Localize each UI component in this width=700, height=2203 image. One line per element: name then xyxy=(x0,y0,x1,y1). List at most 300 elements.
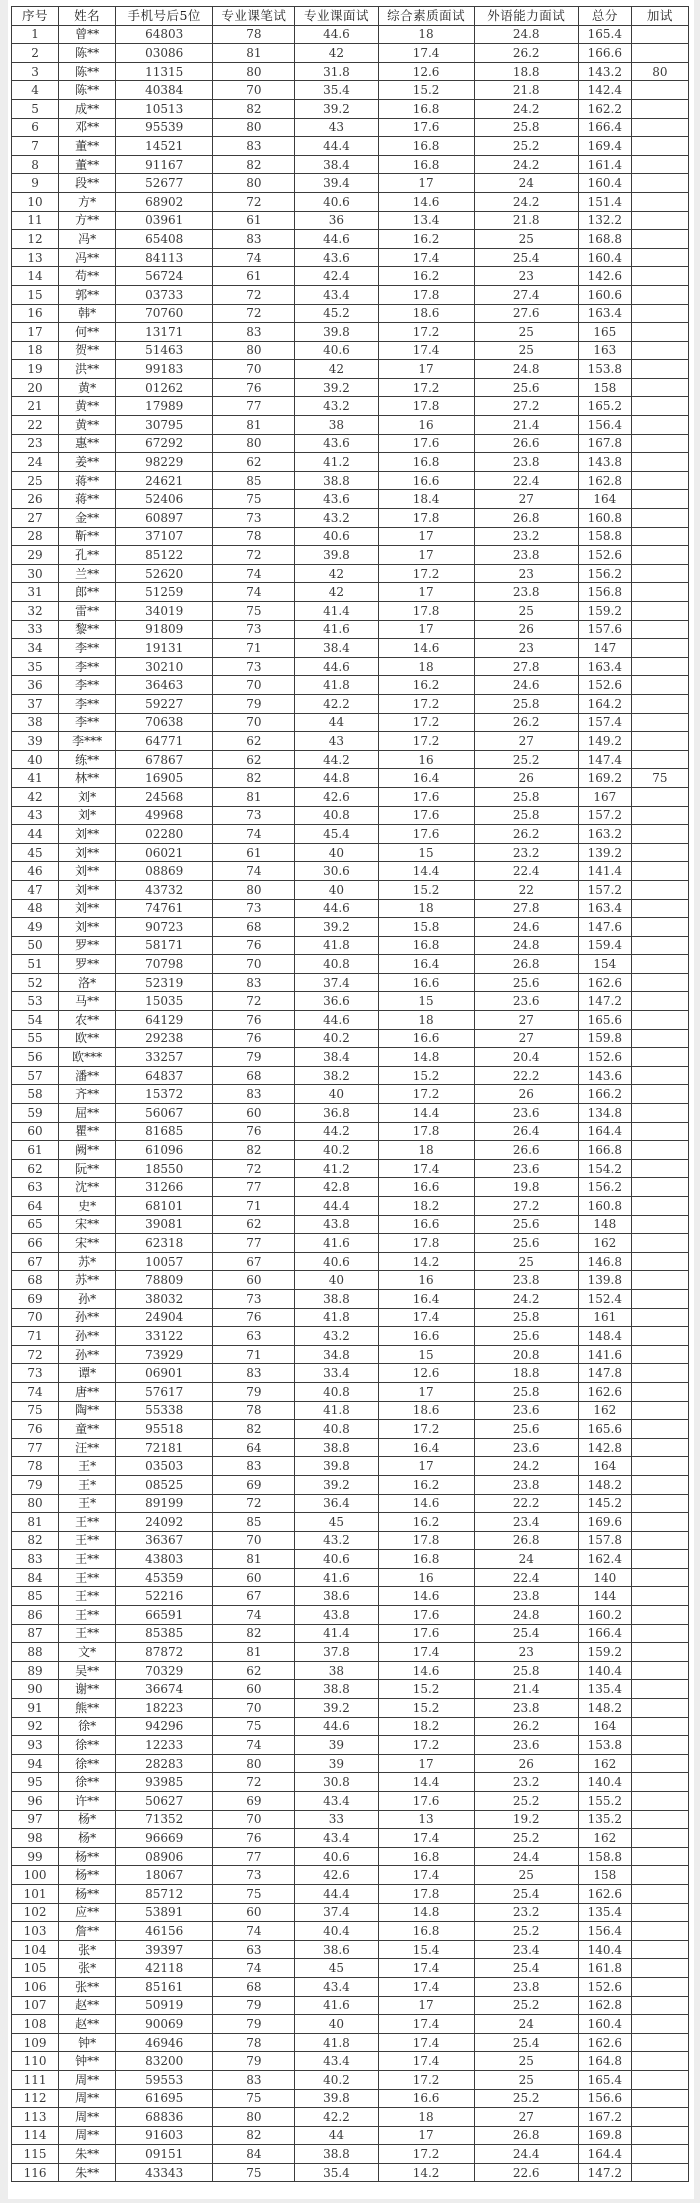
table-row xyxy=(12,248,689,267)
cell-total-score: 166.4 xyxy=(578,1624,631,1643)
cell-name: 钟* xyxy=(59,2033,116,2052)
cell-major-interview: 38.4 xyxy=(295,639,378,658)
cell-major-interview: 43.2 xyxy=(295,1327,378,1346)
cell-extra-test xyxy=(631,1996,688,2015)
cell-phone-last5: 72181 xyxy=(116,1438,213,1457)
cell-quality-interview: 17 xyxy=(378,1754,474,1773)
cell-extra-test xyxy=(631,248,688,267)
cell-foreign-lang-interview: 26.4 xyxy=(474,1122,578,1141)
cell-written-test: 78 xyxy=(213,2033,295,2052)
cell-extra-test xyxy=(631,825,688,844)
cell-index: 38 xyxy=(12,713,59,732)
cell-extra-test xyxy=(631,230,688,249)
column-header-index: 序号 xyxy=(12,7,59,26)
cell-major-interview: 40 xyxy=(295,1085,378,1104)
cell-extra-test xyxy=(631,1085,688,1104)
cell-written-test: 80 xyxy=(213,2108,295,2127)
cell-major-interview: 42 xyxy=(295,44,378,63)
cell-written-test: 75 xyxy=(213,1717,295,1736)
cell-quality-interview: 17.6 xyxy=(378,806,474,825)
cell-foreign-lang-interview: 25 xyxy=(474,1252,578,1271)
cell-quality-interview: 17.4 xyxy=(378,2052,474,2071)
cell-major-interview: 43.4 xyxy=(295,1829,378,1848)
cell-extra-test xyxy=(631,1754,688,1773)
cell-quality-interview: 13.4 xyxy=(378,211,474,230)
cell-major-interview: 43.4 xyxy=(295,285,378,304)
cell-major-interview: 35.4 xyxy=(295,2163,378,2182)
cell-major-interview: 44.6 xyxy=(295,657,378,676)
cell-phone-last5: 84113 xyxy=(116,248,213,267)
cell-quality-interview: 17.4 xyxy=(378,44,474,63)
cell-foreign-lang-interview: 23.8 xyxy=(474,453,578,472)
cell-name: 苟** xyxy=(59,267,116,286)
cell-major-interview: 38.8 xyxy=(295,471,378,490)
table-body xyxy=(12,25,689,2182)
cell-name: 潘** xyxy=(59,1066,116,1085)
table-row xyxy=(12,676,689,695)
cell-phone-last5: 52620 xyxy=(116,564,213,583)
cell-written-test: 68 xyxy=(213,1977,295,1996)
cell-phone-last5: 24621 xyxy=(116,471,213,490)
cell-major-interview: 39 xyxy=(295,1736,378,1755)
cell-foreign-lang-interview: 25.2 xyxy=(474,1792,578,1811)
cell-index: 106 xyxy=(12,1977,59,1996)
cell-phone-last5: 08525 xyxy=(116,1475,213,1494)
cell-phone-last5: 59553 xyxy=(116,2070,213,2089)
cell-name: 周** xyxy=(59,2126,116,2145)
cell-name: 孙** xyxy=(59,1345,116,1364)
cell-major-interview: 38.4 xyxy=(295,155,378,174)
cell-phone-last5: 65408 xyxy=(116,230,213,249)
cell-name: 郭** xyxy=(59,285,116,304)
cell-total-score: 164.8 xyxy=(578,2052,631,2071)
cell-extra-test xyxy=(631,1531,688,1550)
cell-foreign-lang-interview: 27.2 xyxy=(474,1197,578,1216)
cell-quality-interview: 16.6 xyxy=(378,973,474,992)
table-row xyxy=(12,1457,689,1476)
table-row xyxy=(12,936,689,955)
cell-quality-interview: 18.2 xyxy=(378,1197,474,1216)
cell-total-score: 147.2 xyxy=(578,2163,631,2182)
cell-major-interview: 44.6 xyxy=(295,230,378,249)
cell-total-score: 166.2 xyxy=(578,1085,631,1104)
cell-quality-interview: 17 xyxy=(378,1457,474,1476)
cell-name: 欧** xyxy=(59,1029,116,1048)
cell-foreign-lang-interview: 24.2 xyxy=(474,1457,578,1476)
cell-extra-test xyxy=(631,1122,688,1141)
cell-written-test: 62 xyxy=(213,453,295,472)
cell-index: 36 xyxy=(12,676,59,695)
table-row xyxy=(12,694,689,713)
cell-written-test: 80 xyxy=(213,62,295,81)
cell-major-interview: 41.6 xyxy=(295,1996,378,2015)
cell-extra-test: 80 xyxy=(631,62,688,81)
cell-written-test: 78 xyxy=(213,1401,295,1420)
cell-quality-interview: 16.8 xyxy=(378,155,474,174)
cell-foreign-lang-interview: 24.4 xyxy=(474,2145,578,2164)
cell-phone-last5: 49968 xyxy=(116,806,213,825)
cell-index: 93 xyxy=(12,1736,59,1755)
cell-extra-test xyxy=(631,1773,688,1792)
table-row xyxy=(12,1680,689,1699)
cell-extra-test: 75 xyxy=(631,769,688,788)
table-row xyxy=(12,899,689,918)
cell-written-test: 73 xyxy=(213,806,295,825)
table-row xyxy=(12,1866,689,1885)
cell-foreign-lang-interview: 21.8 xyxy=(474,81,578,100)
cell-written-test: 75 xyxy=(213,2089,295,2108)
cell-index: 65 xyxy=(12,1215,59,1234)
cell-quality-interview: 16 xyxy=(378,750,474,769)
cell-major-interview: 42.2 xyxy=(295,694,378,713)
cell-name: 宋** xyxy=(59,1215,116,1234)
cell-name: 沈** xyxy=(59,1178,116,1197)
cell-extra-test xyxy=(631,1382,688,1401)
cell-written-test: 75 xyxy=(213,1884,295,1903)
cell-total-score: 139.2 xyxy=(578,843,631,862)
cell-foreign-lang-interview: 23.2 xyxy=(474,527,578,546)
cell-written-test: 60 xyxy=(213,1271,295,1290)
cell-written-test: 76 xyxy=(213,378,295,397)
cell-major-interview: 36.8 xyxy=(295,1104,378,1123)
table-row xyxy=(12,1494,689,1513)
cell-written-test: 72 xyxy=(213,1159,295,1178)
cell-index: 5 xyxy=(12,99,59,118)
cell-extra-test xyxy=(631,2108,688,2127)
cell-major-interview: 41.4 xyxy=(295,1624,378,1643)
cell-extra-test xyxy=(631,1680,688,1699)
cell-foreign-lang-interview: 23.8 xyxy=(474,1699,578,1718)
cell-total-score: 159.2 xyxy=(578,1643,631,1662)
cell-index: 79 xyxy=(12,1475,59,1494)
cell-extra-test xyxy=(631,1252,688,1271)
cell-total-score: 132.2 xyxy=(578,211,631,230)
cell-index: 16 xyxy=(12,304,59,323)
cell-written-test: 61 xyxy=(213,211,295,230)
cell-phone-last5: 70760 xyxy=(116,304,213,323)
cell-major-interview: 39.2 xyxy=(295,918,378,937)
cell-quality-interview: 16 xyxy=(378,1271,474,1290)
cell-index: 72 xyxy=(12,1345,59,1364)
cell-foreign-lang-interview: 24.2 xyxy=(474,1289,578,1308)
cell-major-interview: 43.6 xyxy=(295,490,378,509)
cell-extra-test xyxy=(631,1271,688,1290)
cell-extra-test xyxy=(631,99,688,118)
cell-extra-test xyxy=(631,1940,688,1959)
cell-quality-interview: 13 xyxy=(378,1810,474,1829)
cell-extra-test xyxy=(631,1736,688,1755)
cell-name: 应** xyxy=(59,1903,116,1922)
cell-extra-test xyxy=(631,2015,688,2034)
cell-name: 林** xyxy=(59,769,116,788)
cell-phone-last5: 85712 xyxy=(116,1884,213,1903)
cell-foreign-lang-interview: 19.2 xyxy=(474,1810,578,1829)
cell-phone-last5: 70638 xyxy=(116,713,213,732)
table-row xyxy=(12,1308,689,1327)
cell-extra-test xyxy=(631,1066,688,1085)
cell-major-interview: 37.4 xyxy=(295,973,378,992)
cell-foreign-lang-interview: 23.6 xyxy=(474,1104,578,1123)
cell-name: 王* xyxy=(59,1494,116,1513)
cell-written-test: 74 xyxy=(213,825,295,844)
cell-foreign-lang-interview: 22 xyxy=(474,880,578,899)
table-row xyxy=(12,992,689,1011)
cell-written-test: 73 xyxy=(213,657,295,676)
cell-total-score: 159.8 xyxy=(578,1029,631,1048)
table-row xyxy=(12,323,689,342)
cell-phone-last5: 06021 xyxy=(116,843,213,862)
cell-total-score: 143.6 xyxy=(578,1066,631,1085)
cell-written-test: 60 xyxy=(213,1680,295,1699)
cell-index: 114 xyxy=(12,2126,59,2145)
cell-index: 6 xyxy=(12,118,59,137)
cell-total-score: 135.2 xyxy=(578,1810,631,1829)
cell-major-interview: 41.6 xyxy=(295,1234,378,1253)
table-row xyxy=(12,192,689,211)
cell-name: 董** xyxy=(59,155,116,174)
cell-extra-test xyxy=(631,1475,688,1494)
cell-index: 49 xyxy=(12,918,59,937)
table-row xyxy=(12,620,689,639)
table-row xyxy=(12,1736,689,1755)
cell-index: 111 xyxy=(12,2070,59,2089)
cell-index: 48 xyxy=(12,899,59,918)
cell-phone-last5: 96669 xyxy=(116,1829,213,1848)
cell-written-test: 74 xyxy=(213,564,295,583)
cell-extra-test xyxy=(631,955,688,974)
cell-quality-interview: 17 xyxy=(378,1996,474,2015)
cell-index: 43 xyxy=(12,806,59,825)
cell-major-interview: 42.2 xyxy=(295,2108,378,2127)
cell-total-score: 154 xyxy=(578,955,631,974)
table-row xyxy=(12,62,689,81)
cell-extra-test xyxy=(631,1884,688,1903)
cell-name: 靳** xyxy=(59,527,116,546)
cell-major-interview: 40.6 xyxy=(295,192,378,211)
cell-foreign-lang-interview: 26.8 xyxy=(474,2126,578,2145)
cell-foreign-lang-interview: 25 xyxy=(474,602,578,621)
cell-quality-interview: 17.6 xyxy=(378,1606,474,1625)
cell-extra-test xyxy=(631,750,688,769)
cell-index: 83 xyxy=(12,1550,59,1569)
cell-foreign-lang-interview: 27.2 xyxy=(474,397,578,416)
cell-total-score: 148.2 xyxy=(578,1475,631,1494)
cell-foreign-lang-interview: 20.8 xyxy=(474,1345,578,1364)
cell-major-interview: 41.2 xyxy=(295,1159,378,1178)
cell-written-test: 69 xyxy=(213,1792,295,1811)
cell-written-test: 70 xyxy=(213,1810,295,1829)
cell-index: 98 xyxy=(12,1829,59,1848)
cell-quality-interview: 16.4 xyxy=(378,1289,474,1308)
cell-written-test: 81 xyxy=(213,1643,295,1662)
table-row xyxy=(12,1085,689,1104)
cell-extra-test xyxy=(631,44,688,63)
cell-quality-interview: 17.2 xyxy=(378,732,474,751)
cell-quality-interview: 17.4 xyxy=(378,1643,474,1662)
table-row xyxy=(12,1178,689,1197)
cell-foreign-lang-interview: 24 xyxy=(474,1550,578,1569)
cell-major-interview: 41.8 xyxy=(295,1401,378,1420)
cell-written-test: 73 xyxy=(213,509,295,528)
cell-total-score: 161.4 xyxy=(578,155,631,174)
cell-quality-interview: 17.6 xyxy=(378,118,474,137)
table-row xyxy=(12,1550,689,1569)
cell-total-score: 163.4 xyxy=(578,899,631,918)
cell-phone-last5: 64803 xyxy=(116,25,213,44)
cell-extra-test xyxy=(631,1289,688,1308)
cell-total-score: 140.4 xyxy=(578,1773,631,1792)
cell-quality-interview: 17.8 xyxy=(378,509,474,528)
cell-written-test: 83 xyxy=(213,137,295,156)
cell-total-score: 166.4 xyxy=(578,118,631,137)
cell-total-score: 166.8 xyxy=(578,1141,631,1160)
cell-phone-last5: 33257 xyxy=(116,1048,213,1067)
cell-written-test: 68 xyxy=(213,1066,295,1085)
cell-foreign-lang-interview: 25.2 xyxy=(474,1829,578,1848)
cell-extra-test xyxy=(631,397,688,416)
cell-index: 53 xyxy=(12,992,59,1011)
cell-extra-test xyxy=(631,2163,688,2182)
cell-foreign-lang-interview: 24 xyxy=(474,174,578,193)
cell-written-test: 76 xyxy=(213,1011,295,1030)
cell-name: 徐* xyxy=(59,1717,116,1736)
cell-foreign-lang-interview: 25.6 xyxy=(474,1234,578,1253)
cell-written-test: 70 xyxy=(213,360,295,379)
column-header-phone-last5: 手机号后5位 xyxy=(116,7,213,26)
table-row xyxy=(12,285,689,304)
cell-phone-last5: 68902 xyxy=(116,192,213,211)
cell-extra-test xyxy=(631,211,688,230)
cell-written-test: 72 xyxy=(213,1773,295,1792)
cell-foreign-lang-interview: 23.2 xyxy=(474,843,578,862)
cell-name: 孙** xyxy=(59,1327,116,1346)
cell-total-score: 148.2 xyxy=(578,1699,631,1718)
cell-name: 阙** xyxy=(59,1141,116,1160)
cell-written-test: 82 xyxy=(213,1624,295,1643)
cell-extra-test xyxy=(631,1011,688,1030)
cell-index: 28 xyxy=(12,527,59,546)
cell-index: 104 xyxy=(12,1940,59,1959)
cell-total-score: 167 xyxy=(578,787,631,806)
cell-written-test: 79 xyxy=(213,1382,295,1401)
table-row xyxy=(12,81,689,100)
cell-quality-interview: 17.8 xyxy=(378,397,474,416)
cell-index: 109 xyxy=(12,2033,59,2052)
cell-extra-test xyxy=(631,416,688,435)
cell-name: 徐** xyxy=(59,1754,116,1773)
cell-extra-test xyxy=(631,285,688,304)
cell-major-interview: 41.8 xyxy=(295,1308,378,1327)
cell-written-test: 73 xyxy=(213,899,295,918)
cell-index: 74 xyxy=(12,1382,59,1401)
cell-extra-test xyxy=(631,713,688,732)
cell-index: 71 xyxy=(12,1327,59,1346)
cell-extra-test xyxy=(631,639,688,658)
table-row xyxy=(12,1624,689,1643)
cell-total-score: 140.4 xyxy=(578,1940,631,1959)
table-row xyxy=(12,1717,689,1736)
cell-written-test: 82 xyxy=(213,2126,295,2145)
cell-name: 郎** xyxy=(59,583,116,602)
cell-index: 34 xyxy=(12,639,59,658)
column-header-total-score: 总分 xyxy=(578,7,631,26)
cell-name: 蒋** xyxy=(59,471,116,490)
cell-extra-test xyxy=(631,490,688,509)
cell-extra-test xyxy=(631,1699,688,1718)
cell-extra-test xyxy=(631,1717,688,1736)
cell-index: 103 xyxy=(12,1922,59,1941)
cell-written-test: 70 xyxy=(213,1531,295,1550)
cell-major-interview: 45.2 xyxy=(295,304,378,323)
cell-written-test: 77 xyxy=(213,1847,295,1866)
cell-quality-interview: 12.6 xyxy=(378,1364,474,1383)
table-row xyxy=(12,378,689,397)
cell-foreign-lang-interview: 24.2 xyxy=(474,155,578,174)
column-header-major-interview: 专业课面试 xyxy=(295,7,378,26)
cell-quality-interview: 15.4 xyxy=(378,1940,474,1959)
cell-name: 刘** xyxy=(59,899,116,918)
cell-phone-last5: 67867 xyxy=(116,750,213,769)
cell-phone-last5: 39397 xyxy=(116,1940,213,1959)
cell-name: 孙* xyxy=(59,1289,116,1308)
cell-phone-last5: 43803 xyxy=(116,1550,213,1569)
cell-phone-last5: 94296 xyxy=(116,1717,213,1736)
table-row xyxy=(12,583,689,602)
cell-name: 文* xyxy=(59,1643,116,1662)
cell-name: 刘** xyxy=(59,843,116,862)
table-row xyxy=(12,1773,689,1792)
cell-index: 41 xyxy=(12,769,59,788)
cell-extra-test xyxy=(631,267,688,286)
cell-total-score: 145.2 xyxy=(578,1494,631,1513)
cell-written-test: 71 xyxy=(213,1345,295,1364)
cell-index: 81 xyxy=(12,1513,59,1532)
cell-major-interview: 45 xyxy=(295,1513,378,1532)
cell-written-test: 67 xyxy=(213,1587,295,1606)
cell-index: 68 xyxy=(12,1271,59,1290)
cell-name: 李** xyxy=(59,713,116,732)
cell-extra-test xyxy=(631,973,688,992)
table-row xyxy=(12,1104,689,1123)
cell-phone-last5: 52406 xyxy=(116,490,213,509)
cell-extra-test xyxy=(631,546,688,565)
cell-major-interview: 44.6 xyxy=(295,899,378,918)
cell-index: 14 xyxy=(12,267,59,286)
cell-index: 61 xyxy=(12,1141,59,1160)
cell-quality-interview: 14.8 xyxy=(378,1903,474,1922)
cell-quality-interview: 17.2 xyxy=(378,2145,474,2164)
cell-major-interview: 39.8 xyxy=(295,323,378,342)
cell-name: 宋** xyxy=(59,1234,116,1253)
cell-total-score: 158.8 xyxy=(578,527,631,546)
cell-index: 92 xyxy=(12,1717,59,1736)
cell-extra-test xyxy=(631,1606,688,1625)
cell-total-score: 152.6 xyxy=(578,546,631,565)
cell-quality-interview: 12.6 xyxy=(378,62,474,81)
cell-name: 王** xyxy=(59,1568,116,1587)
cell-written-test: 81 xyxy=(213,1550,295,1569)
cell-phone-last5: 36367 xyxy=(116,1531,213,1550)
cell-name: 贺** xyxy=(59,341,116,360)
column-header-foreign-lang-interview: 外语能力面试 xyxy=(474,7,578,26)
table-row xyxy=(12,546,689,565)
cell-foreign-lang-interview: 22.4 xyxy=(474,471,578,490)
cell-name: 黄** xyxy=(59,416,116,435)
cell-total-score: 149.2 xyxy=(578,732,631,751)
cell-name: 吴** xyxy=(59,1661,116,1680)
cell-foreign-lang-interview: 23.6 xyxy=(474,1736,578,1755)
cell-written-test: 72 xyxy=(213,546,295,565)
